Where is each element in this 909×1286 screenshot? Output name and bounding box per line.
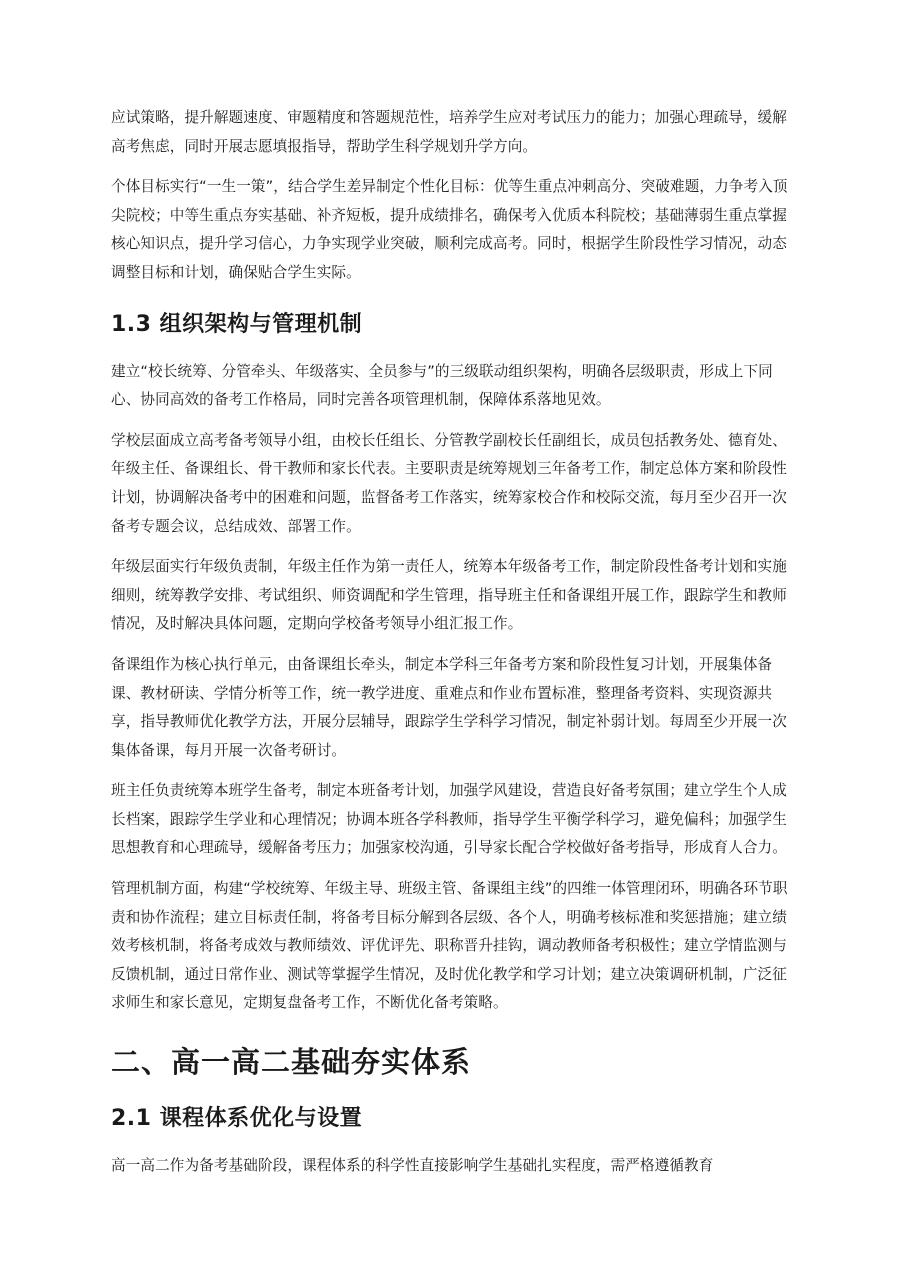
document-body (111, 104, 801, 1193)
body-paragraph: 应试策略，提升解题速度、审题精度和答题规范性，培养学生应对考试压力的能力；加强心理疏导，缓解高考焦虑，同时开展志愿填报指导，帮助学生科学规划升学方向。 (111, 109, 787, 155)
body-paragraph: 管理机制方面，构建“学校统筹、年级主导、班级主管、备课组主线”的四维一体管理闭环，明确各环节职责和协作流程；建立目标责任制，将备考目标分解到各层级、各个人，明确考核标准和奖惩措施；建立绩效考核机制，将备考成效与教师绩效、评优评先、职称晋升挂钩，调动教师备考积极性；建立学情监测与反馈机制，通过日常作业、测试等掌握学生情况，及时优化教学和学习计划；建立决策调研机制，广泛征求师生和家长意见，定期复盘备考工作，不断优化备考策略。 (111, 880, 788, 1012)
section-heading-2-1: 2.1 课程体系优化与设置 (111, 1106, 363, 1132)
body-paragraph: 年级层面实行年级负责制，年级主任作为第一责任人，统筹本年级备考工作，制定阶段性备考计划和实施细则，统筹教学安排、考试组织、师资调配和学生管理，指导班主任和备课组开展工作，跟踪学生和教师情况，及时解决具体问题，定期向学校备考领导小组汇报工作。 (111, 558, 787, 633)
body-paragraph: 建立“校长统筹、分管牵头、年级落实、全员参与”的三级联动组织架构，明确各层级职责，形成上下同心、协同高效的备考工作格局，同时完善各项管理机制，保障体系落地见效。 (111, 362, 773, 409)
body-paragraph: 备课组作为核心执行单元，由备课组长牵头，制定本学科三年备考方案和阶段性复习计划，开展集体备课、教材研读、学情分析等工作，统一教学进度、重难点和作业布置标准，整理备考资料、实现资源共享，指导教师优化教学方法，开展分层辅导，跟踪学生学科学习情况，制定补弱计划。每周至少开展一次集体备课，每月开展一次备考研讨。 (111, 655, 787, 759)
body-paragraph: 高一高二作为备考基础阶段，课程体系的科学性直接影响学生基础扎实程度，需严格遵循教育 (111, 1157, 714, 1175)
body-paragraph: 班主任负责统筹本班学生备考，制定本班备考计划，加强学风建设，营造良好备考氛围；建立学生个人成长档案，跟踪学生学业和心理情况；协调本班各学科教师，指导学生平衡学科学习，避免偏科；加强学生思想教育和心理疏导，缓解备考压力；加强家校沟通，引导家长配合学校做好备考指导，形成育人合力。 (111, 782, 787, 857)
body-paragraph: 学校层面成立高考备考领导小组，由校长任组长、分管教学副校长任副组长，成员包括教务处、德育处、年级主任、备课组长、骨干教师和家长代表。主要职责是统筹规划三年备考工作，制定总体方案和阶段性计划，协调解决备考中的困难和问题，监督备考工作落实，统筹家校合作和校际交流，每月至少召开一次备考专题会议，总结成效、部署工作。 (111, 431, 787, 535)
section-heading-1-3: 1.3 组织架构与管理机制 (111, 311, 363, 337)
chapter-heading-2: 二、高一高二基础夯实体系 (111, 1045, 472, 1080)
body-paragraph: 个体目标实行“一生一策”，结合学生差异制定个性化目标：优等生重点冲刺高分、突破难题，力争考入顶尖院校；中等生重点夯实基础、补齐短板，提升成绩排名，确保考入优质本科院校；基础薄弱生重点掌握核心知识点，提升学习信心，力争实现学业突破，顺利完成高考。同时，根据学生阶段性学习情况，动态调整目标和计划，确保贴合学生实际。 (111, 178, 788, 281)
